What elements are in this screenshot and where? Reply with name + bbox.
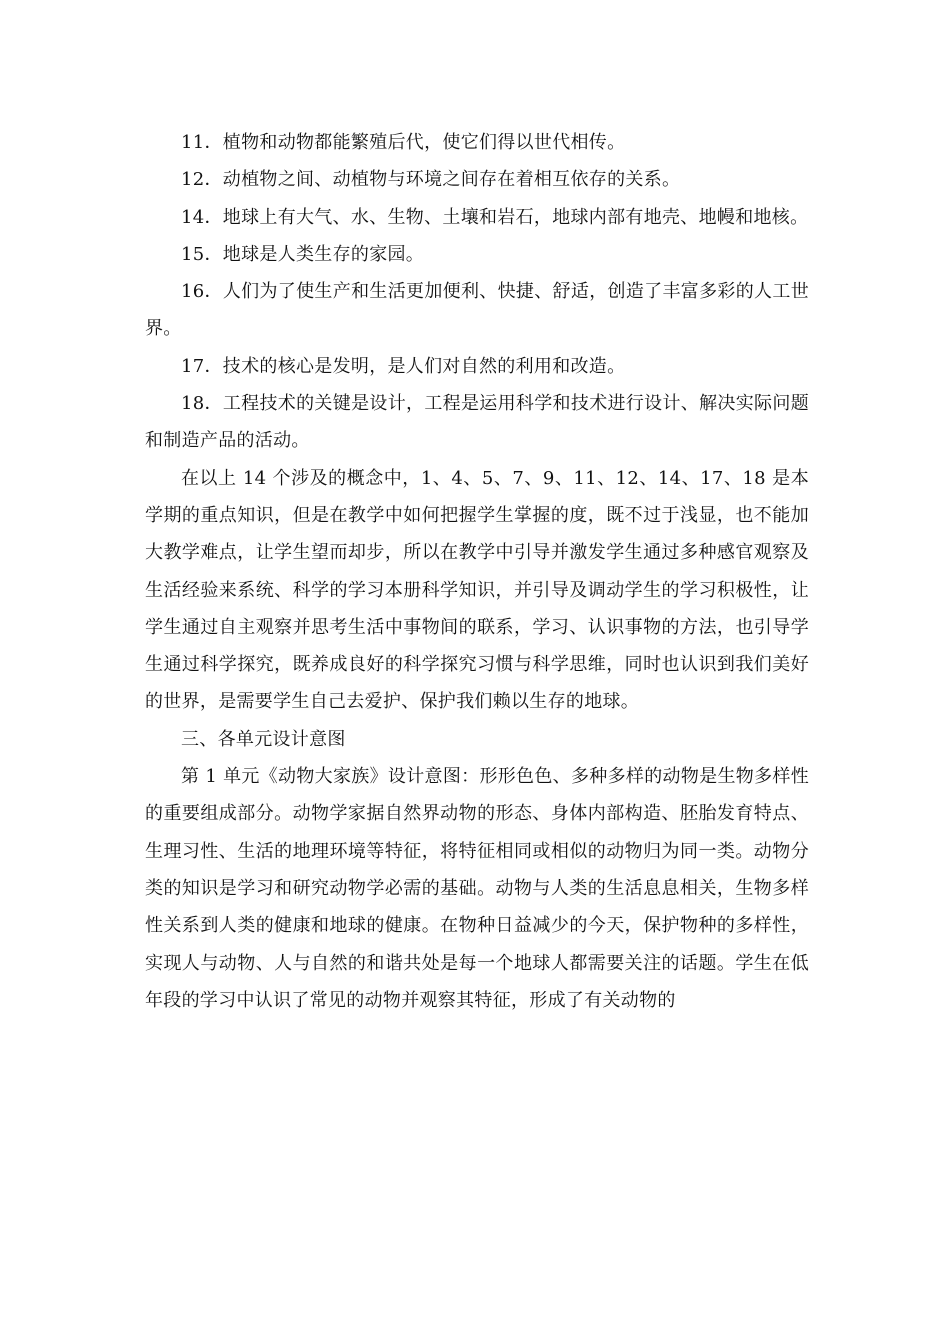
paragraph-unit-1-design: 第 1 单元《动物大家族》设计意图：形形色色、多种多样的动物是生物多样性的重要组成部分。动物学家据自然界动物的形态、身体内部构造、胚胎发育特点、生理习性、生活的地理环境等特征，将特征相同或相似的动物归为同一类。动物分类的知识是学习和研究动物学必需的基础。动物与人类的生活息息相关，生物多样性关系到人类的健康和地球的健康。在物种日益减少的今天，保护物种的多样性，实现人与动物、人与自然的和谐共处是每一个地球人都需要关注的话题。学生在低年段的学习中认识了常见的动物并观察其特征，形成了有关动物的	[145, 766, 809, 1011]
paragraph-concept-12: 12．动植物之间、动植物与环境之间存在着相互依存的关系。	[181, 169, 681, 191]
paragraph-concept-16: 16．人们为了使生产和生活更加便利、快捷、舒适，创造了丰富多彩的人工世界。	[145, 281, 809, 340]
paragraph-concept-11: 11．植物和动物都能繁殖后代，使它们得以世代相传。	[181, 132, 626, 153]
document-body	[145, 124, 809, 1019]
section-heading: 三、各单元设计意图	[181, 728, 346, 750]
paragraph-concept-18: 18．工程技术的关键是设计，工程是运用科学和技术进行设计、解决实际问题和制造产品的活动。	[145, 393, 809, 452]
paragraph-summary: 在以上 14 个涉及的概念中，1、4、5、7、9、11、12、14、17、18 是本学期的重点知识，但是在教学中如何把握学生掌握的度，既不过于浅显，也不能加大教学难点，让学生望而却步，所以在教学中引导并激发学生通过多种感官观察及生活经验来系统、科学的学习本册科学知识，并引导及调动学生的学习积极性，让学生通过自主观察并思考生活中事物间的联系，学习、认识事物的方法，也引导学生通过科学探究，既养成良好的科学探究习惯与科学思维，同时也认识到我们美好的世界，是需要学生自己去爱护、保护我们赖以生存的地球。	[145, 467, 809, 713]
paragraph-concept-15: 15．地球是人类生存的家园。	[181, 243, 425, 265]
paragraph-concept-14: 14．地球上有大气、水、生物、土壤和岩石，地球内部有地壳、地幔和地核。	[181, 206, 809, 228]
paragraph-concept-17: 17．技术的核心是发明，是人们对自然的利用和改造。	[181, 355, 626, 377]
